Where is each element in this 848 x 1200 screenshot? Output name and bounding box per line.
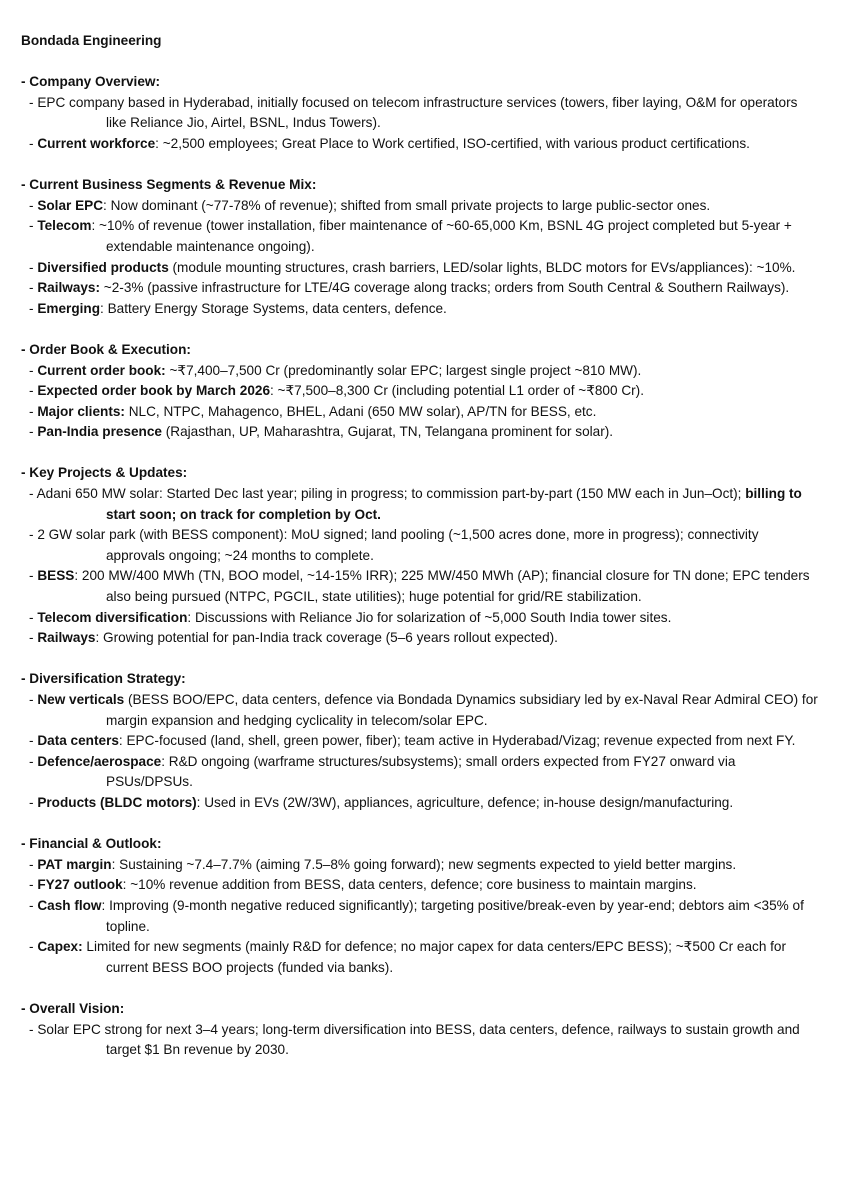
bullet-label: Diversified products	[37, 259, 169, 275]
bullet-item	[21, 134, 818, 155]
bullet-item	[21, 896, 818, 937]
section-heading: - Order Book & Execution:	[21, 341, 191, 357]
section	[21, 175, 818, 319]
document-title: Bondada Engineering	[21, 33, 162, 48]
bullet-label: Telecom	[37, 218, 92, 234]
bullet-text: : Growing potential for pan-India track coverage (5–6 years rollout expected).	[95, 630, 558, 646]
bullet-dash: -	[29, 300, 38, 316]
bullet-label: Railways	[37, 630, 96, 646]
bullet-label: FY27 outlook	[37, 877, 123, 893]
bullet-label: Solar EPC	[37, 197, 104, 213]
bullet-item	[21, 855, 818, 876]
bullet-label: Major clients:	[37, 403, 125, 419]
bullet-text: : R&D ongoing (warframe structures/subsystems); small orders expected from FY27 onward via PSUs/DPSUs.	[106, 753, 736, 790]
bullet-item	[21, 628, 818, 649]
section-heading: - Company Overview:	[21, 74, 160, 90]
bullet-text: NLC, NTPC, Mahagenco, BHEL, Adani (650 MW solar), AP/TN for BESS, etc.	[124, 403, 597, 419]
bullet-text: (Rajasthan, UP, Maharashtra, Gujarat, TN, Telangana prominent for solar).	[161, 424, 614, 440]
bullet-dash: -	[29, 94, 38, 110]
bullet-label: Emerging	[37, 300, 101, 316]
bullet-dash: -	[29, 568, 38, 584]
bullet-text: : ~10% revenue addition from BESS, data centers, defence; core business to maintain margins.	[122, 877, 697, 893]
bullet-text: : ~10% of revenue (tower installation, fiber maintenance of ~60-65,000 Km, BSNL 4G project completed but 5-year + extendable maintenance ongoing).	[91, 218, 792, 254]
bullet-item	[21, 196, 818, 217]
bullet-text: 2 GW solar park (with BESS component): MoU signed; land pooling (~1,500 acres done, more in progress); connectivity approvals ongoing; ~24 months to complete.	[37, 527, 759, 563]
section	[21, 340, 818, 443]
bullet-dash: -	[29, 362, 38, 378]
bullet-item	[21, 525, 818, 566]
bullet-text: Adani 650 MW solar: Started Dec last year; piling in progress; to commission part-by-part (150 MW each in Jun–Oct);	[36, 486, 742, 502]
bullet-dash: -	[29, 609, 38, 625]
bullet-item	[21, 402, 818, 423]
bullet-text: : Improving (9-month negative reduced significantly); targeting positive/break-even by year-end; debtors aim <35% of topline.	[101, 897, 804, 934]
section-heading: - Diversification Strategy:	[21, 671, 186, 687]
bullet-dash: -	[29, 1021, 38, 1037]
bullet-dash: -	[29, 877, 38, 893]
bullet-dash: -	[29, 383, 38, 399]
bullet-item	[21, 361, 818, 382]
section	[21, 999, 818, 1061]
bullet-text: : ~₹7,500–8,300 Cr (including potential L1 order of ~₹800 Cr).	[270, 383, 644, 399]
bullet-text: : EPC-focused (land, shell, green power, fiber); team active in Hyderabad/Vizag; revenue expected from next FY.	[118, 733, 796, 749]
bullet-dash: -	[29, 630, 38, 646]
bullet-dash: -	[29, 259, 38, 275]
bullet-label: Railways:	[37, 280, 101, 296]
bullet-text: : Used in EVs (2W/3W), appliances, agriculture, defence; in-house design/manufacturing.	[196, 794, 734, 810]
bullet-label: New verticals	[37, 692, 125, 707]
section-heading: - Overall Vision:	[21, 1000, 125, 1016]
bullet-text: ~₹7,400–7,500 Cr (predominantly solar EPC; largest single project ~810 MW).	[165, 362, 642, 378]
sections-container	[21, 72, 818, 1061]
bullet-dash: -	[29, 218, 38, 234]
bullet-label: Data centers	[37, 733, 119, 749]
bullet-item	[21, 1020, 818, 1061]
bullet-text: : Battery Energy Storage Systems, data centers, defence.	[100, 300, 447, 316]
bullet-label: Products (BLDC motors)	[37, 794, 197, 810]
bullet-label: Defence/aerospace	[37, 753, 162, 769]
bullet-dash: -	[29, 403, 38, 419]
bullet-text: (BESS BOO/EPC, data centers, defence via Bondada Dynamics subsidiary led by ex-Naval Rear Admiral CEO) for margin expansion and hedging cyclicality in telecom/solar EPC.	[106, 692, 818, 728]
bullet-text: : Sustaining ~7.4–7.7% (aiming 7.5–8% going forward); new segments expected to yield better margins.	[111, 856, 737, 872]
bullet-dash: -	[29, 692, 38, 707]
bullet-item	[21, 793, 818, 814]
bullet-dash: -	[29, 856, 38, 872]
bullet-label: Pan-India presence	[37, 424, 162, 440]
section-heading: - Key Projects & Updates:	[21, 465, 188, 481]
bullet-item	[21, 608, 818, 629]
bullet-dash: -	[29, 527, 38, 543]
bullet-item	[21, 731, 818, 752]
bullet-item	[21, 258, 818, 279]
section	[21, 834, 818, 978]
bullet-dash: -	[29, 486, 37, 502]
bullet-text: : Discussions with Reliance Jio for solarization of ~5,000 South India tower sites.	[187, 609, 672, 625]
bullet-dash: -	[29, 939, 38, 955]
bullet-item	[21, 299, 818, 320]
bullet-text: ~2-3% (passive infrastructure for LTE/4G coverage along tracks; orders from South Central & Southern Railways).	[100, 280, 790, 296]
bullet-text: Limited for new segments (mainly R&D for defence; no major capex for data centers/EPC BESS); ~₹500 Cr each for current BESS BOO projects (funded via banks).	[82, 939, 787, 975]
section	[21, 669, 818, 813]
bullet-label: PAT margin	[37, 856, 112, 872]
bullet-label: Current order book:	[37, 362, 166, 378]
bullet-label: Capex:	[37, 939, 83, 955]
section	[21, 463, 818, 648]
bullet-dash: -	[29, 424, 38, 440]
bullet-dash: -	[29, 135, 38, 151]
bullet-label: BESS	[37, 568, 75, 584]
bullet-item	[21, 484, 818, 525]
bullet-text: (module mounting structures, crash barriers, LED/solar lights, BLDC motors for EVs/appliances): ~10%.	[168, 259, 796, 275]
bullet-dash: -	[29, 753, 38, 769]
bullet-label: Cash flow	[37, 897, 102, 913]
bullet-label: Expected order book by March 2026	[37, 383, 270, 399]
bullet-dash: -	[29, 794, 38, 810]
bullet-item	[21, 93, 818, 134]
bullet-item	[21, 690, 818, 731]
section-heading: - Financial & Outlook:	[21, 836, 162, 852]
bullet-item	[21, 937, 818, 978]
bullet-text: : ~2,500 employees; Great Place to Work certified, ISO-certified, with various product certifications.	[155, 135, 750, 151]
bullet-item	[21, 752, 818, 793]
bullet-label: Telecom diversification	[37, 609, 188, 625]
section-heading: - Current Business Segments & Revenue Mix:	[21, 177, 317, 193]
bullet-item	[21, 278, 818, 299]
bullet-dash: -	[29, 897, 38, 913]
bullet-dash: -	[29, 197, 38, 213]
bullet-item	[21, 381, 818, 402]
bullet-dash: -	[29, 733, 38, 749]
bullet-item	[21, 875, 818, 896]
bullet-item	[21, 566, 818, 607]
bullet-text: : 200 MW/400 MWh (TN, BOO model, ~14-15% IRR); 225 MW/450 MWh (AP); financial closure for TN done; EPC tenders also being pursued (NTPC, PGCIL, state utilities); huge potential for grid/RE stabilization.	[74, 568, 810, 605]
bullet-item	[21, 216, 818, 257]
bullet-item	[21, 422, 818, 443]
bullet-label: Current workforce	[37, 135, 156, 151]
bullet-dash: -	[29, 280, 38, 296]
bullet-emphasis: billing to start soon; on track for completion by Oct.	[106, 486, 802, 522]
section	[21, 72, 818, 154]
bullet-text: : Now dominant (~77-78% of revenue); shifted from small private projects to large public-sector ones.	[103, 197, 711, 213]
bullet-text: EPC company based in Hyderabad, initially focused on telecom infrastructure services (towers, fiber laying, O&M for operators like Reliance Jio, Airtel, BSNL, Indus Towers).	[37, 94, 798, 131]
bullet-text: Solar EPC strong for next 3–4 years; long-term diversification into BESS, data centers, defence, railways to sustain growth and target $1 Bn revenue by 2030.	[37, 1021, 800, 1058]
